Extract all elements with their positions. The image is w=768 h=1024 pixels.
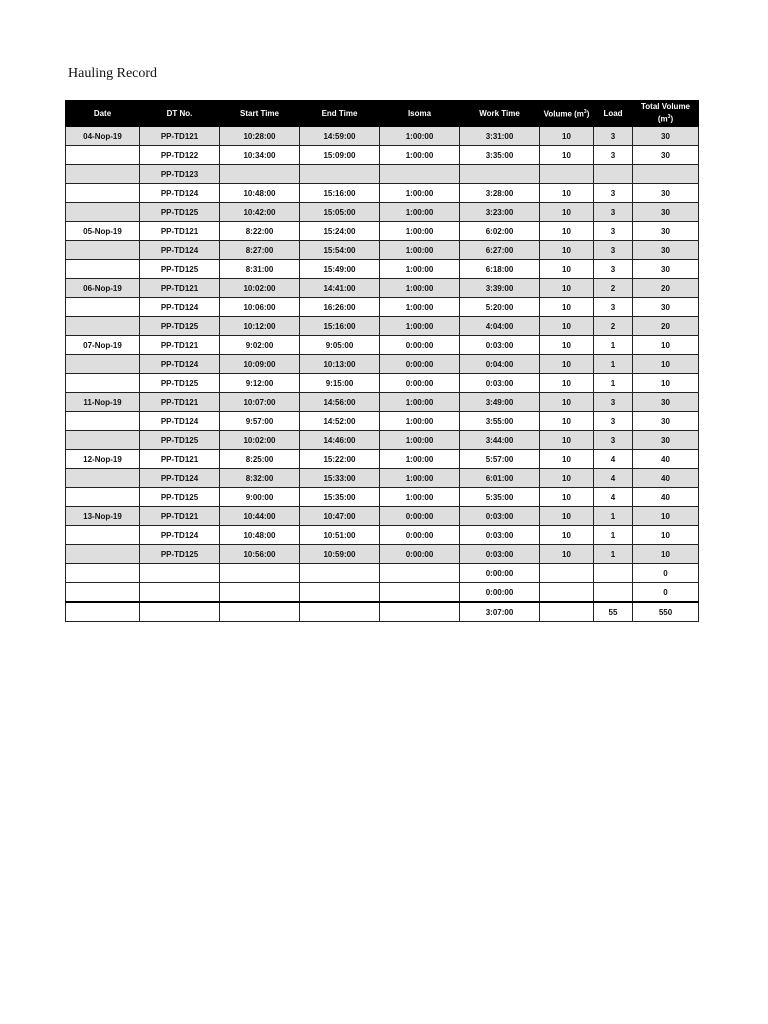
cell-isoma: 0:00:00 — [380, 336, 460, 355]
cell-load: 3 — [594, 222, 633, 241]
cell-volume: 10 — [540, 545, 594, 564]
total-date — [66, 602, 140, 622]
cell-dt-no: PP-TD124 — [140, 355, 220, 374]
cell-load: 3 — [594, 241, 633, 260]
cell-dt-no: PP-TD125 — [140, 545, 220, 564]
cell-end-time: 9:15:00 — [300, 374, 380, 393]
cell-volume: 10 — [540, 298, 594, 317]
cell-dt-no: PP-TD121 — [140, 336, 220, 355]
cell-work-time: 6:02:00 — [460, 222, 540, 241]
cell-start-time: 10:07:00 — [220, 393, 300, 412]
cell-end-time: 14:56:00 — [300, 393, 380, 412]
hauling-record-table — [65, 100, 699, 622]
cell-isoma — [380, 564, 460, 583]
cell-total-volume: 0 — [633, 583, 699, 603]
table-row — [66, 184, 699, 203]
cell-start-time: 10:48:00 — [220, 526, 300, 545]
cell-end-time: 10:51:00 — [300, 526, 380, 545]
cell-total-volume: 10 — [633, 355, 699, 374]
cell-volume — [540, 564, 594, 583]
cell-start-time: 9:00:00 — [220, 488, 300, 507]
cell-date: 12-Nop-19 — [66, 450, 140, 469]
cell-volume: 10 — [540, 488, 594, 507]
cell-isoma: 1:00:00 — [380, 203, 460, 222]
cell-work-time: 0:03:00 — [460, 526, 540, 545]
cell-isoma: 1:00:00 — [380, 317, 460, 336]
table-row — [66, 583, 699, 603]
cell-isoma: 0:00:00 — [380, 526, 460, 545]
total-load: 55 — [594, 602, 633, 622]
cell-work-time: 3:31:00 — [460, 127, 540, 146]
cell-dt-no: PP-TD125 — [140, 488, 220, 507]
cell-load: 2 — [594, 317, 633, 336]
cell-total-volume: 10 — [633, 374, 699, 393]
cell-start-time — [220, 583, 300, 603]
cell-isoma: 0:00:00 — [380, 355, 460, 374]
cell-isoma: 1:00:00 — [380, 279, 460, 298]
cell-work-time: 5:20:00 — [460, 298, 540, 317]
cell-work-time: 0:03:00 — [460, 374, 540, 393]
cell-load: 3 — [594, 298, 633, 317]
cell-load: 3 — [594, 203, 633, 222]
cell-total-volume: 30 — [633, 146, 699, 165]
cell-total-volume: 10 — [633, 507, 699, 526]
header-work-time: Work Time — [460, 101, 540, 127]
cell-isoma — [380, 583, 460, 603]
cell-work-time: 0:00:00 — [460, 564, 540, 583]
cell-work-time: 3:23:00 — [460, 203, 540, 222]
cell-end-time: 10:47:00 — [300, 507, 380, 526]
table-row — [66, 431, 699, 450]
cell-work-time: 0:04:00 — [460, 355, 540, 374]
cell-total-volume: 30 — [633, 127, 699, 146]
cell-total-volume: 0 — [633, 564, 699, 583]
cell-work-time: 6:18:00 — [460, 260, 540, 279]
cell-volume: 10 — [540, 507, 594, 526]
cell-work-time: 3:28:00 — [460, 184, 540, 203]
cell-date — [66, 146, 140, 165]
cell-volume: 10 — [540, 431, 594, 450]
cell-end-time: 15:16:00 — [300, 184, 380, 203]
cell-start-time: 10:34:00 — [220, 146, 300, 165]
table-row — [66, 127, 699, 146]
cell-isoma: 1:00:00 — [380, 241, 460, 260]
cell-end-time: 14:46:00 — [300, 431, 380, 450]
cell-start-time: 10:09:00 — [220, 355, 300, 374]
cell-dt-no: PP-TD121 — [140, 222, 220, 241]
cell-volume — [540, 165, 594, 184]
total-total-volume: 550 — [633, 602, 699, 622]
total-work-time: 3:07:00 — [460, 602, 540, 622]
cell-end-time — [300, 165, 380, 184]
cell-total-volume: 30 — [633, 298, 699, 317]
cell-end-time: 15:24:00 — [300, 222, 380, 241]
cell-total-volume: 30 — [633, 393, 699, 412]
cell-isoma: 1:00:00 — [380, 488, 460, 507]
cell-isoma — [380, 165, 460, 184]
cell-volume: 10 — [540, 469, 594, 488]
cell-isoma: 0:00:00 — [380, 374, 460, 393]
cell-work-time: 3:39:00 — [460, 279, 540, 298]
cell-date: 04-Nop-19 — [66, 127, 140, 146]
cell-work-time — [460, 165, 540, 184]
total-end-time — [300, 602, 380, 622]
cell-start-time — [220, 564, 300, 583]
cell-start-time: 10:02:00 — [220, 431, 300, 450]
cell-work-time: 0:03:00 — [460, 545, 540, 564]
cell-load: 3 — [594, 184, 633, 203]
cell-start-time: 10:28:00 — [220, 127, 300, 146]
header-total-volume: Total Volume $(m^3)$ — [633, 101, 699, 127]
cell-isoma: 1:00:00 — [380, 146, 460, 165]
cell-volume: 10 — [540, 222, 594, 241]
cell-isoma: 0:00:00 — [380, 507, 460, 526]
cell-date — [66, 526, 140, 545]
cell-isoma: 1:00:00 — [380, 298, 460, 317]
cell-isoma: 1:00:00 — [380, 393, 460, 412]
cell-work-time: 0:03:00 — [460, 507, 540, 526]
table-row — [66, 469, 699, 488]
table-row — [66, 450, 699, 469]
table-row — [66, 507, 699, 526]
cell-date — [66, 203, 140, 222]
cell-date — [66, 564, 140, 583]
table-row — [66, 412, 699, 431]
cell-isoma: 1:00:00 — [380, 469, 460, 488]
cell-volume: 10 — [540, 336, 594, 355]
cell-dt-no: PP-TD122 — [140, 146, 220, 165]
table-row — [66, 241, 699, 260]
cell-isoma: 1:00:00 — [380, 431, 460, 450]
cell-work-time: 3:35:00 — [460, 146, 540, 165]
cell-end-time: 10:13:00 — [300, 355, 380, 374]
cell-date — [66, 374, 140, 393]
cell-volume: 10 — [540, 260, 594, 279]
cell-total-volume: 30 — [633, 203, 699, 222]
cell-work-time: 3:55:00 — [460, 412, 540, 431]
cell-total-volume: 30 — [633, 412, 699, 431]
cell-end-time — [300, 564, 380, 583]
cell-load: 3 — [594, 127, 633, 146]
cell-dt-no: PP-TD123 — [140, 165, 220, 184]
cell-end-time: 14:59:00 — [300, 127, 380, 146]
cell-load: 3 — [594, 260, 633, 279]
cell-date — [66, 298, 140, 317]
cell-load: 3 — [594, 146, 633, 165]
table-row — [66, 564, 699, 583]
cell-start-time: 9:57:00 — [220, 412, 300, 431]
cell-volume: 10 — [540, 241, 594, 260]
cell-work-time: 3:44:00 — [460, 431, 540, 450]
cell-date: 06-Nop-19 — [66, 279, 140, 298]
cell-start-time: 8:31:00 — [220, 260, 300, 279]
cell-end-time: 14:52:00 — [300, 412, 380, 431]
cell-start-time: 10:44:00 — [220, 507, 300, 526]
cell-load: 4 — [594, 450, 633, 469]
cell-date: 07-Nop-19 — [66, 336, 140, 355]
table-row — [66, 260, 699, 279]
cell-dt-no: PP-TD124 — [140, 469, 220, 488]
cell-start-time: 10:06:00 — [220, 298, 300, 317]
cell-total-volume: 30 — [633, 260, 699, 279]
table-row — [66, 545, 699, 564]
cell-start-time: 9:12:00 — [220, 374, 300, 393]
header-volume: Volume $(m^3)$ — [540, 101, 594, 127]
table-row — [66, 146, 699, 165]
cell-dt-no: PP-TD121 — [140, 450, 220, 469]
cell-date — [66, 260, 140, 279]
header-end-time: End Time — [300, 101, 380, 127]
cell-start-time: 10:12:00 — [220, 317, 300, 336]
cell-work-time: 3:49:00 — [460, 393, 540, 412]
cell-start-time: 8:22:00 — [220, 222, 300, 241]
cell-load: 1 — [594, 526, 633, 545]
cell-dt-no: PP-TD125 — [140, 203, 220, 222]
cell-work-time: 5:57:00 — [460, 450, 540, 469]
cell-load: 1 — [594, 545, 633, 564]
cell-volume: 10 — [540, 127, 594, 146]
table-row — [66, 298, 699, 317]
cell-volume: 10 — [540, 526, 594, 545]
cell-total-volume: 30 — [633, 184, 699, 203]
cell-volume: 10 — [540, 184, 594, 203]
cell-volume: 10 — [540, 146, 594, 165]
header-isoma: Isoma — [380, 101, 460, 127]
cell-end-time: 14:41:00 — [300, 279, 380, 298]
cell-dt-no: PP-TD124 — [140, 184, 220, 203]
cell-volume: 10 — [540, 393, 594, 412]
cell-work-time: 4:04:00 — [460, 317, 540, 336]
cell-load: 4 — [594, 488, 633, 507]
total-row — [66, 602, 699, 622]
cell-date — [66, 355, 140, 374]
cell-dt-no: PP-TD121 — [140, 279, 220, 298]
cell-dt-no: PP-TD125 — [140, 374, 220, 393]
table-row — [66, 222, 699, 241]
cell-total-volume: 10 — [633, 545, 699, 564]
table-header-row — [66, 101, 699, 127]
table-row — [66, 488, 699, 507]
cell-start-time: 8:27:00 — [220, 241, 300, 260]
cell-total-volume: 40 — [633, 450, 699, 469]
cell-work-time: 6:01:00 — [460, 469, 540, 488]
cell-work-time: 5:35:00 — [460, 488, 540, 507]
cell-end-time: 15:05:00 — [300, 203, 380, 222]
cell-total-volume: 40 — [633, 488, 699, 507]
cell-dt-no — [140, 564, 220, 583]
document-title: Hauling Record — [68, 66, 158, 81]
cell-date — [66, 545, 140, 564]
table-row — [66, 393, 699, 412]
cell-start-time: 9:02:00 — [220, 336, 300, 355]
cell-start-time: 10:48:00 — [220, 184, 300, 203]
cell-total-volume: 20 — [633, 279, 699, 298]
cell-dt-no: PP-TD121 — [140, 393, 220, 412]
header-load: Load — [594, 101, 633, 127]
cell-end-time: 15:33:00 — [300, 469, 380, 488]
cell-total-volume: 40 — [633, 469, 699, 488]
table-body — [66, 127, 699, 622]
cell-total-volume: 30 — [633, 241, 699, 260]
cell-dt-no: PP-TD121 — [140, 127, 220, 146]
cell-end-time: 10:59:00 — [300, 545, 380, 564]
cell-end-time: 15:16:00 — [300, 317, 380, 336]
cell-dt-no: PP-TD124 — [140, 412, 220, 431]
cell-start-time — [220, 165, 300, 184]
cell-isoma: 1:00:00 — [380, 260, 460, 279]
cell-date — [66, 583, 140, 603]
cell-load: 1 — [594, 507, 633, 526]
cell-load: 3 — [594, 393, 633, 412]
table-row — [66, 355, 699, 374]
cell-isoma: 1:00:00 — [380, 450, 460, 469]
cell-total-volume: 10 — [633, 336, 699, 355]
cell-start-time: 10:02:00 — [220, 279, 300, 298]
cell-dt-no — [140, 583, 220, 603]
cell-dt-no: PP-TD124 — [140, 526, 220, 545]
table-row — [66, 203, 699, 222]
cell-end-time: 15:49:00 — [300, 260, 380, 279]
cell-end-time — [300, 583, 380, 603]
cell-isoma: 1:00:00 — [380, 222, 460, 241]
cell-load: 3 — [594, 412, 633, 431]
cell-dt-no: PP-TD124 — [140, 298, 220, 317]
cell-date — [66, 241, 140, 260]
table-row — [66, 336, 699, 355]
cell-date — [66, 412, 140, 431]
cell-volume: 10 — [540, 374, 594, 393]
table-row — [66, 279, 699, 298]
cell-volume: 10 — [540, 355, 594, 374]
header-dt-no: DT No. — [140, 101, 220, 127]
cell-load: 4 — [594, 469, 633, 488]
cell-start-time: 8:25:00 — [220, 450, 300, 469]
cell-total-volume: 30 — [633, 431, 699, 450]
cell-end-time: 16:26:00 — [300, 298, 380, 317]
cell-load: 1 — [594, 355, 633, 374]
table-row — [66, 374, 699, 393]
table-row — [66, 165, 699, 184]
cell-work-time: 0:03:00 — [460, 336, 540, 355]
table-row — [66, 317, 699, 336]
cell-dt-no: PP-TD125 — [140, 260, 220, 279]
cell-load: 1 — [594, 336, 633, 355]
cell-date — [66, 184, 140, 203]
cell-work-time: 6:27:00 — [460, 241, 540, 260]
cell-dt-no: PP-TD125 — [140, 431, 220, 450]
header-start-time: Start Time — [220, 101, 300, 127]
cell-volume: 10 — [540, 412, 594, 431]
cell-date — [66, 431, 140, 450]
cell-load: 3 — [594, 431, 633, 450]
header-date: Date — [66, 101, 140, 127]
cell-date — [66, 317, 140, 336]
total-volume — [540, 602, 594, 622]
total-dt-no — [140, 602, 220, 622]
cell-volume: 10 — [540, 450, 594, 469]
total-isoma — [380, 602, 460, 622]
total-start-time — [220, 602, 300, 622]
cell-total-volume — [633, 165, 699, 184]
cell-load — [594, 165, 633, 184]
cell-end-time: 15:35:00 — [300, 488, 380, 507]
cell-date: 13-Nop-19 — [66, 507, 140, 526]
cell-volume — [540, 583, 594, 603]
cell-end-time: 15:54:00 — [300, 241, 380, 260]
cell-work-time: 0:00:00 — [460, 583, 540, 603]
cell-total-volume: 20 — [633, 317, 699, 336]
cell-date: 05-Nop-19 — [66, 222, 140, 241]
cell-load: 2 — [594, 279, 633, 298]
cell-end-time: 15:09:00 — [300, 146, 380, 165]
cell-isoma: 1:00:00 — [380, 412, 460, 431]
cell-dt-no: PP-TD125 — [140, 317, 220, 336]
cell-isoma: 0:00:00 — [380, 545, 460, 564]
cell-dt-no: PP-TD124 — [140, 241, 220, 260]
cell-date — [66, 488, 140, 507]
cell-start-time: 10:56:00 — [220, 545, 300, 564]
cell-volume: 10 — [540, 203, 594, 222]
cell-end-time: 15:22:00 — [300, 450, 380, 469]
cell-isoma: 1:00:00 — [380, 184, 460, 203]
cell-load — [594, 564, 633, 583]
cell-start-time: 8:32:00 — [220, 469, 300, 488]
cell-dt-no: PP-TD121 — [140, 507, 220, 526]
cell-start-time: 10:42:00 — [220, 203, 300, 222]
cell-total-volume: 10 — [633, 526, 699, 545]
cell-isoma: 1:00:00 — [380, 127, 460, 146]
cell-date: 11-Nop-19 — [66, 393, 140, 412]
cell-volume: 10 — [540, 279, 594, 298]
cell-date — [66, 469, 140, 488]
cell-total-volume: 30 — [633, 222, 699, 241]
cell-date — [66, 165, 140, 184]
cell-load: 1 — [594, 374, 633, 393]
cell-load — [594, 583, 633, 603]
cell-end-time: 9:05:00 — [300, 336, 380, 355]
cell-volume: 10 — [540, 317, 594, 336]
table-row — [66, 526, 699, 545]
